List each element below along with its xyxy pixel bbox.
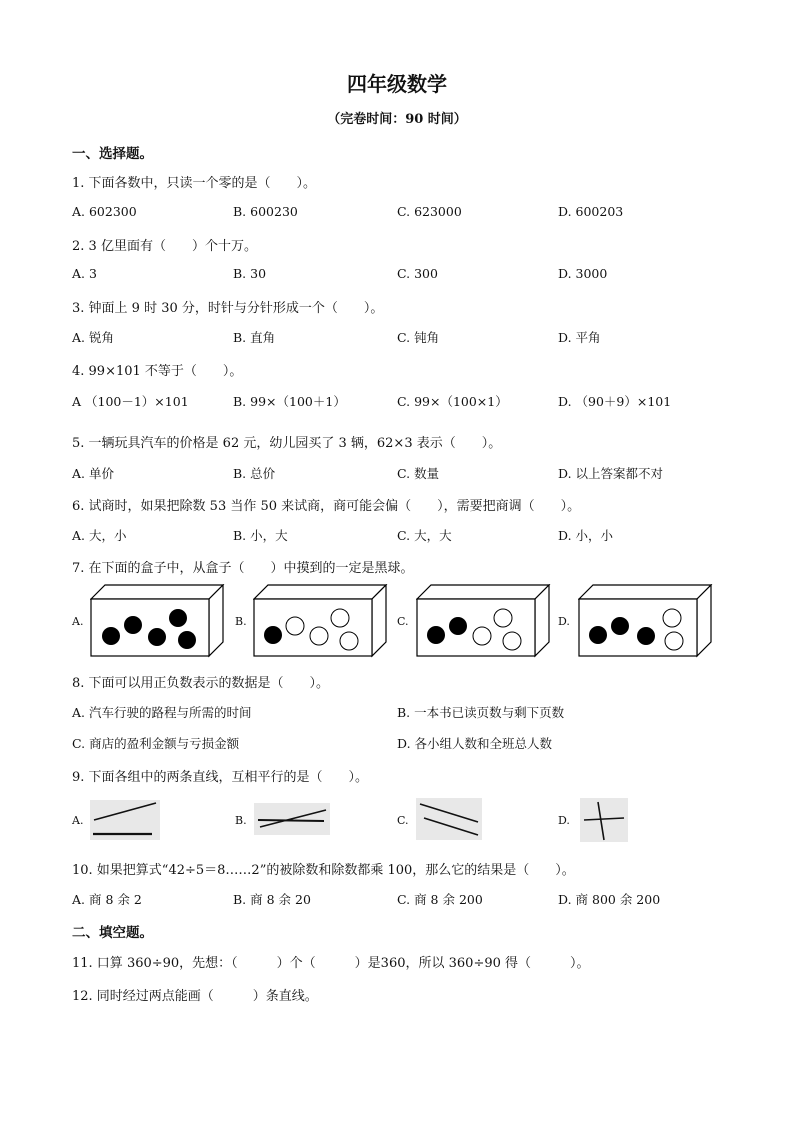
q1-option-d: D. 600203 xyxy=(558,204,624,219)
question-9: 9. 下面各组中的两条直线，互相平行的是（ ）。 xyxy=(72,770,369,785)
q4-option-c: C. 99×（100×1） xyxy=(397,394,508,409)
white-ball xyxy=(340,632,358,650)
q3-option-c: C. 钝角 xyxy=(397,330,440,345)
q10-option-c: C. 商 8 余 200 xyxy=(397,892,483,907)
lines-a-image xyxy=(90,800,160,840)
q1-option-c: C. 623000 xyxy=(397,204,462,219)
q4-option-a: A （100－1）×101 xyxy=(72,394,189,409)
white-ball xyxy=(665,632,683,650)
black-ball xyxy=(148,628,166,646)
box-a-image xyxy=(90,584,225,658)
q6-option-d: D. 小，小 xyxy=(558,528,614,543)
question-4: 4. 99×101 不等于（ ）。 xyxy=(72,364,243,379)
question-6: 6. 试商时，如果把除数 53 当作 50 来试商，商可能会偏（ ），需要把商调（ ）。 xyxy=(72,499,581,514)
black-ball xyxy=(427,626,445,644)
q9-label-a: A. xyxy=(72,814,84,827)
q9-label-c: C. xyxy=(397,814,409,827)
white-ball xyxy=(663,609,681,627)
white-ball xyxy=(286,617,304,635)
q2-option-b: B. 30 xyxy=(233,266,267,281)
question-2: 2. 3 亿里面有（ ）个十万。 xyxy=(72,239,257,254)
box-b-image xyxy=(253,584,388,658)
q7-label-d: D. xyxy=(558,615,570,628)
white-ball xyxy=(494,609,512,627)
box-c-image xyxy=(416,584,551,658)
q5-option-d: D. 以上答案都不对 xyxy=(558,466,664,481)
question-8: 8. 下面可以用正负数表示的数据是（ ）。 xyxy=(72,676,330,691)
q7-label-a: A. xyxy=(72,615,84,628)
q8-option-c: C. 商店的盈利金额与亏损金额 xyxy=(72,736,240,751)
q10-option-d: D. 商 800 余 200 xyxy=(558,892,661,907)
question-10: 10. 如果把算式“42÷5＝8……2”的被除数和除数都乘 100，那么它的结果是（ ）。 xyxy=(72,863,575,878)
white-ball xyxy=(310,627,328,645)
black-ball xyxy=(611,617,629,635)
q2-option-c: C. 300 xyxy=(397,266,438,281)
page-subtitle: （完卷时间：90 时间） xyxy=(327,112,467,127)
black-ball xyxy=(124,616,142,634)
q8-option-b: B. 一本书已读页数与剩下页数 xyxy=(397,705,565,720)
black-ball xyxy=(449,617,467,635)
q9-label-b: B. xyxy=(235,814,247,827)
black-ball xyxy=(178,631,196,649)
question-7: 7. 在下面的盒子中，从盒子（ ）中摸到的一定是黑球。 xyxy=(72,561,414,576)
black-ball xyxy=(264,626,282,644)
section-heading-fill: 二、填空题。 xyxy=(72,925,153,941)
q6-option-c: C. 大，大 xyxy=(397,528,452,543)
q6-option-a: A. 大，小 xyxy=(72,528,127,543)
question-11: 11. 口算 360÷90，先想：（ ）个（ ）是360，所以 360÷90 得（ ）。 xyxy=(72,956,590,971)
q7-label-c: C. xyxy=(397,615,409,628)
q4-option-d: D. （90＋9）×101 xyxy=(558,394,672,409)
q5-option-b: B. 总价 xyxy=(233,466,276,481)
q3-option-d: D. 平角 xyxy=(558,330,601,345)
black-ball xyxy=(102,627,120,645)
lines-d-image xyxy=(580,798,628,842)
white-ball xyxy=(331,609,349,627)
box-d-image xyxy=(578,584,713,658)
q4-option-b: B. 99×（100＋1） xyxy=(233,394,346,409)
white-ball xyxy=(503,632,521,650)
white-ball xyxy=(473,627,491,645)
q2-option-a: A. 3 xyxy=(72,266,97,281)
q2-option-d: D. 3000 xyxy=(558,266,608,281)
q10-option-a: A. 商 8 余 2 xyxy=(72,892,142,907)
q1-option-b: B. 600230 xyxy=(233,204,298,219)
question-5: 5. 一辆玩具汽车的价格是 62 元，幼儿园买了 3 辆，62×3 表示（ ）。 xyxy=(72,436,502,451)
black-ball xyxy=(637,627,655,645)
section-heading-choice: 一、选择题。 xyxy=(72,146,153,162)
q10-option-b: B. 商 8 余 20 xyxy=(233,892,311,907)
lines-c-image xyxy=(416,798,482,840)
q7-label-b: B. xyxy=(235,615,247,628)
q8-option-d: D. 各小组人数和全班总人数 xyxy=(397,736,553,751)
q3-option-b: B. 直角 xyxy=(233,330,276,345)
lines-b-image xyxy=(254,803,330,835)
question-12: 12. 同时经过两点能画（ ）条直线。 xyxy=(72,989,318,1004)
q3-option-a: A. 锐角 xyxy=(72,330,114,345)
black-ball xyxy=(169,609,187,627)
q8-option-a: A. 汽车行驶的路程与所需的时间 xyxy=(72,705,252,720)
q5-option-a: A. 单价 xyxy=(72,466,114,481)
question-1: 1. 下面各数中，只读一个零的是（ ）。 xyxy=(72,176,317,191)
q6-option-b: B. 小，大 xyxy=(233,528,288,543)
black-ball xyxy=(589,626,607,644)
q5-option-c: C. 数量 xyxy=(397,466,440,481)
q1-option-a: A. 602300 xyxy=(72,204,137,219)
page-title: 四年级数学 xyxy=(347,72,447,96)
q9-label-d: D. xyxy=(558,814,570,827)
question-3: 3. 钟面上 9 时 30 分，时针与分针形成一个（ ）。 xyxy=(72,301,384,316)
